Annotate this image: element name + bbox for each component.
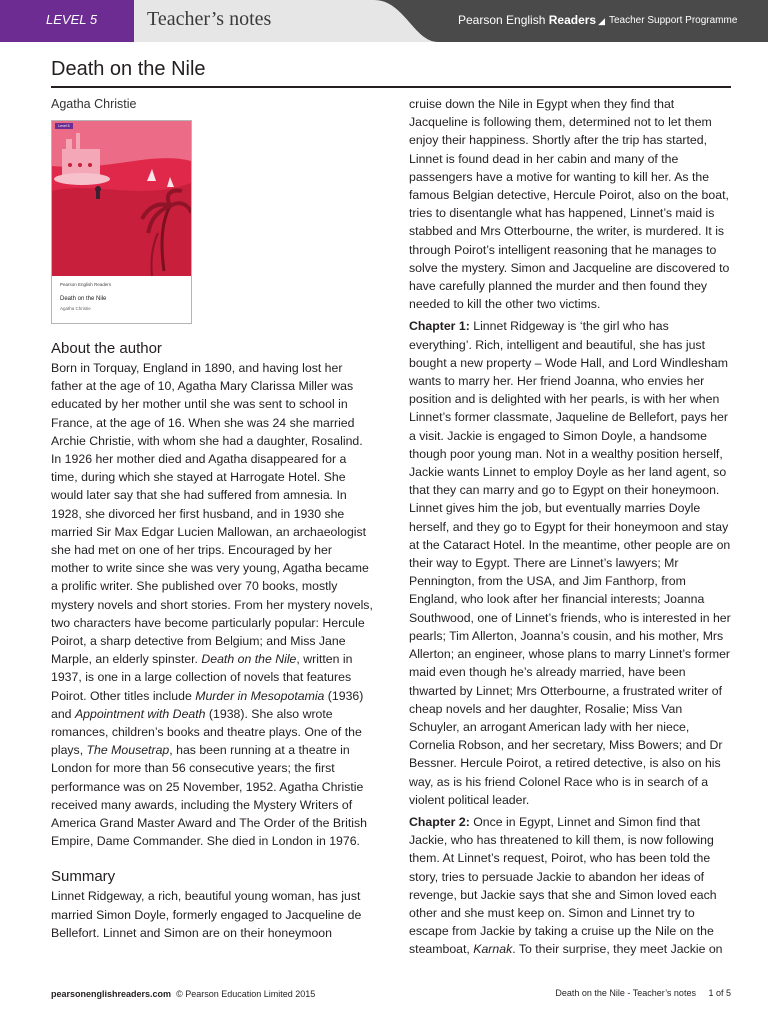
page-title: Death on the Nile: [51, 58, 206, 80]
chapter-1-paragraph: Chapter 1: Linnet Ridgeway is ‘the girl who has everything’. Rich, intelligent and beautiful, she has just bought a new property – Wode Hall, and Lord Windlesham wants to marry her. Her friend Joanna, who envies her position and is delighted with her pearls, is with her when Linnet’s former classmate, Jaqueline de Bellefort, pays her a visit. Jackie is engaged to Simon Doyle, a handsome though poor young man. Not in a wealthy position herself, Jackie wants Linnet to employ Doyle as her land agent, so that they can marry and go to Egypt on their honeymoon. Linnet gives him the job, but eventually marries Doyle herself, and they go to Egypt for their honeymoon and stay at the Cataract Hotel. In the meantime, other people are on their way to Egypt. There are Linnet’s lawyers; Mr Pennington, from the USA, and Jim Fanthorp, from England, who look after her financial interests; Joanna Southwood, one of Linnet’s friends, who is interested in her pearls; Tim Allerton, Joanna’s cousin, and his mother, Mrs Allerton; an engineer, whose plans to marry Linnet’s former maid even though he’s already married, have been thwarted by Linnet; Mrs Otterbourne, a frustrated writer of cheap novels and her daughter, Rosalie; Miss Van Schuyler, an arrogant American lady with her niece, Cornelia Robson, and her secretary, Miss Bowers; and Dr Bessner. Hercule Poirot, a retired detective, is also on his way, as is his friend Colonel Race who is in search of a violent political leader.: [409, 319, 731, 807]
about-paragraph: Born in Torquay, England in 1890, and having lost her father at the age of 10, Agatha Mary Clarissa Miller was educated by her mother until she was sent to school in France, at the age of 16. When she was 24 she married Archie Christie, with whom she had a daughter, Rosalind. In 1926 her mother died and Agatha disappeared for a time, during which she stayed at Harrogate Hotel. She would later say that she had suffered from amnesia. In 1928, she divorced her first husband, and in 1930 she married Sir Max Edgar Lucien Mallowan, an archaeologist she had met on one of her trips. Encouraged by her mother to write since she was very young, Agatha became a prolific writer. She published over 70 books, mostly mystery novels and short stories. From her mystery novels, two characters have become particularly popular: Hercule Poirot, a sharp detective from Belgium; and Miss Jane Marple, an elderly spinster. Death on the Nile, written in 1937, is one in a large collection of novels that features Poirot. Other titles include Murder in Mesopotamia (1936) and Appointment with Death (1938). She also wrote romances, children’s books and theatre plays. One of the plays, The Mousetrap, has been running at a theatre in London for more than 56 consecutive years; the first performance was on 25 November, 1952. Agatha Christie received many awards, including the Mystery Writers of America Grand Master Award and The Order of the British Empire, Dame Commander. She died in London in 1976.: [51, 361, 373, 849]
level-label: LEVEL 5: [46, 12, 98, 27]
footer-left: [51, 989, 315, 999]
chapter-2-paragraph: Chapter 2: Once in Egypt, Linnet and Simon find that Jackie, who has threatened to kill them, is now following them. At Linnet’s request, Poirot, who has been told the story, tries to persuade Jackie to abandon her ideas of revenge, but Jackie says that she and Simon loved each other and she must keep on. Simon and Linnet try to escape from Jackie by taking a cruise up the Nile on the steamboat, Karnak. To their surprise, they meet Jackie on: [409, 814, 723, 957]
summary-paragraph: Linnet Ridgeway, a rich, beautiful young woman, has just married Simon Doyle, formerly engaged to Jacqueline de Bellefort. Linnet and Simon are on their honeymoon: [51, 889, 362, 940]
footer-doc-title: Death on the Nile: [555, 988, 625, 998]
left-column: [51, 340, 373, 942]
footer-right: Death on the Nile - Teacher’s notes 1 of 5: [555, 988, 731, 998]
brand-name: Pearson English Readers ◢: [458, 13, 606, 27]
cover-title: Death on the Nile: [60, 296, 107, 302]
cover-brand: Pearson English Readers: [60, 282, 112, 287]
brand-arrow-icon: ◢: [598, 16, 606, 26]
chapter-1-label: Chapter 1:: [409, 319, 470, 334]
page-number: 1 of 5: [708, 988, 731, 998]
author-name: Agatha Christie: [51, 97, 137, 111]
summary-heading: Summary: [51, 868, 116, 886]
title-divider: [51, 86, 731, 88]
header-bar: [0, 0, 768, 42]
cover-author: Agatha Christie: [60, 306, 91, 311]
website-link[interactable]: pearsonenglishreaders.com: [51, 989, 172, 999]
about-heading: About the author: [51, 340, 162, 357]
cover-level-badge: Level 5: [55, 123, 73, 129]
level-badge: [0, 0, 134, 42]
summary-continued: cruise down the Nile in Egypt when they find that Jacqueline is following them, determined not to let them enjoy their happiness. Shortly after the trip has started, Linnet is found dead in her cabin and many of the passengers have a motive for wanting to kill her. As the famous Belgian detective, Hercule Poirot, also on the boat, tries to disentangle what has happened, Linnet’s maid is stabbed and Mrs Otterbourne, the writer, is murdered. It is through Poirot’s intelligent reasoning that he manages to solve the mystery. Simon and Jacqueline are discovered to have carefully planned the murder and then found they needed to kill the other two victims.: [409, 97, 730, 312]
section-title: Teacher’s notes: [147, 8, 272, 30]
book-cover-image: [51, 120, 192, 324]
copyright: © Pearson Education Limited 2015: [176, 989, 316, 999]
right-column: [409, 95, 731, 959]
chapter-2-label: Chapter 2:: [409, 814, 470, 829]
programme-label: Teacher Support Programme: [609, 15, 738, 26]
